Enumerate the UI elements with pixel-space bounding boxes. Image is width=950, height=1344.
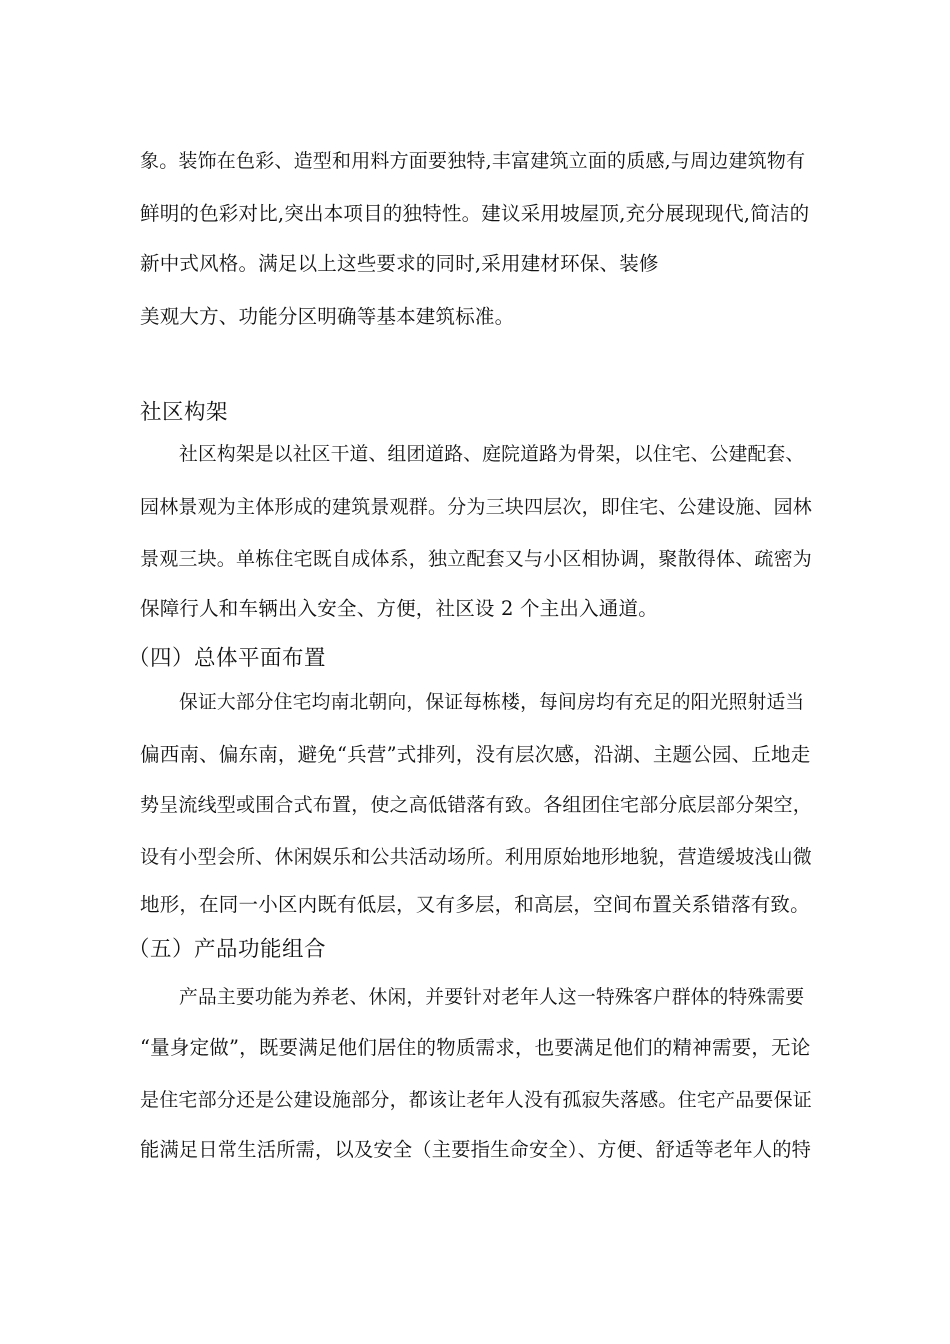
text-line: 地形，在同一小区内既有低层，又有多层，和高层，空间布置关系错落有致。 xyxy=(140,893,810,916)
text-line: 势呈流线型或围合式布置，使之高低错落有致。各组团住宅部分底层部分架空， xyxy=(140,794,813,816)
text-line: 象。装饰在色彩、造型和用料方面要独特,丰富建筑立面的质感,与周边建筑物有 xyxy=(140,150,806,172)
text-line: 能满足日常生活所需，以及安全（主要指生命安全）、方便、舒适等老年人的特 xyxy=(140,1138,812,1161)
text-line: 美观大方、功能分区明确等基本建筑标准。 xyxy=(140,305,515,328)
text-line: 产品主要功能为养老、休闲，并要针对老年人这一特殊客户群体的特殊需要 xyxy=(179,987,805,1008)
text-line: 设有小型会所、休闲娱乐和公共活动场所。利用原始地形地貌，营造缓坡浅山微 xyxy=(140,846,813,868)
section-heading-community: 社区构架 xyxy=(140,400,229,425)
text-line: 园林景观为主体形成的建筑景观群。分为三块四层次，即住宅、公建设施、园林 xyxy=(140,496,813,518)
section-heading-layout: （四）总体平面布置 xyxy=(128,646,327,671)
text-line: 偏西南、偏东南，避免“兵营”式排列，没有层次感，沿湖、主题公园、丘地走 xyxy=(140,743,811,766)
text-line: 保证大部分住宅均南北朝向，保证每栋楼，每间房均有充足的阳光照射适当 xyxy=(179,692,805,713)
text-line: “量身定做”，既要满足他们居住的物质需求，也要满足他们的精神需要，无论 xyxy=(140,1036,811,1059)
text-line: 景观三块。单栋住宅既自成体系，独立配套又与小区相协调，聚散得体、疏密为 xyxy=(140,548,813,570)
text-line: 鲜明的色彩对比,突出本项目的独特性。建议采用坡屋顶,充分展现现代,简洁的 xyxy=(140,202,810,225)
section-heading-product: （五）产品功能组合 xyxy=(128,937,327,962)
text-line: 社区构架是以社区干道、组团道路、庭院道路为骨架，以住宅、公建配套、 xyxy=(179,444,805,465)
text-line: 保障行人和车辆出入安全、方便，社区设 2 个主出入通道。 xyxy=(140,597,658,620)
text-line: 新中式风格。满足以上这些要求的同时,采用建材环保、装修 xyxy=(140,252,659,275)
text-line: 是住宅部分还是公建设施部分，都该让老年人没有孤寂失落感。住宅产品要保证 xyxy=(140,1089,813,1111)
